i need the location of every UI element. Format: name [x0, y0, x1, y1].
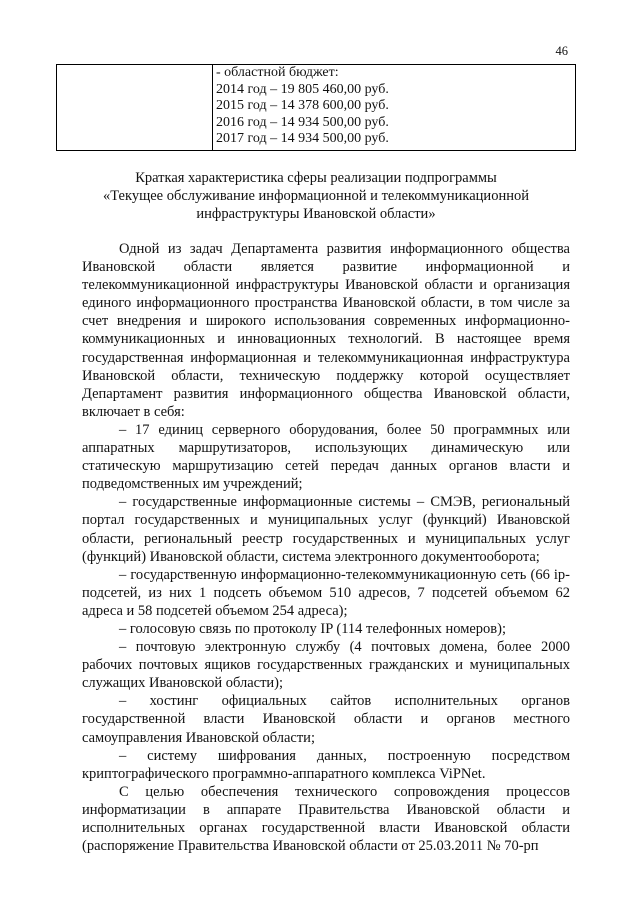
list-item: – почтовую электронную службу (4 почтовых домена, более 2000 рабочих почтовых ящиков государственных гражданских и муниципальных служащих Ивановской области);	[82, 639, 570, 692]
intro-paragraph: Одной из задач Департамента развития информационного общества Ивановской области является развитие информационной и телекоммуникационной инфраструктуры Ивановской области и организация единого информационного пространства Ивановской области, в том числе за счет внедрения и широкого использования современных информационно-коммуникационных и инновационных технологий. В настоящее время государственная информационная и телекоммуникационная инфраструктура Ивановской области, техническую поддержку которой осуществляет Департамент развития информационного общества Ивановской области, включает в себя:	[82, 241, 570, 420]
list-item: – государственные информационные системы – СМЭВ, региональный портал государственных и муниципальных услуг (функций) Ивановской области, региональный реестр государственных и муниципальных услуг (функций) Ивановской области, система электронного документооборота;	[82, 494, 570, 565]
list-item: – систему шифрования данных, построенную посредством криптографического программно-аппаратного комплекса ViPNet.	[82, 747, 570, 782]
table-cell-budget	[213, 65, 576, 151]
budget-line-2014: 2014 год – 19 805 460,00 руб.	[216, 81, 389, 97]
table-cell-label	[57, 65, 213, 151]
budget-line-regional: - областной бюджет:	[216, 65, 339, 80]
budget-table	[56, 64, 576, 151]
body-text	[82, 240, 570, 855]
budget-line-2015: 2015 год – 14 378 600,00 руб.	[216, 98, 389, 113]
section-heading	[56, 169, 576, 223]
heading-line: Краткая характеристика сферы реализации подпрограммы	[135, 170, 497, 186]
budget-line-2016: 2016 год – 14 934 500,00 руб.	[216, 114, 389, 130]
list-item: – голосовую связь по протоколу IP (114 телефонных номеров);	[119, 620, 507, 637]
closing-paragraph: С целью обеспечения технического сопровождения процессов информатизации в аппарате Правительства Ивановской области и исполнительных органах государственной власти Ивановской области (распоряжение Правительства Ивановской области от 25.03.2011 № 70-рп	[82, 783, 570, 855]
heading-line: «Текущее обслуживание информационной и телекоммуникационной	[103, 188, 529, 204]
list-item: – 17 единиц серверного оборудования, более 50 программных или аппаратных маршрутизаторов, использующих динамическую или статическую маршрутизацию сетей передач данных органов власти и подведомственных им учреждений;	[82, 421, 570, 493]
page-number: 46	[555, 44, 568, 58]
table-row	[57, 65, 576, 151]
list-item: – хостинг официальных сайтов исполнительных органов государственной власти Ивановской области и органов местного самоуправления Ивановской области;	[82, 693, 570, 746]
list-item: – государственную информационно-телекоммуникационную сеть (66 ip-подсетей, из них 1 подсеть объемом 510 адресов, 7 подсетей объемом 62 адреса и 58 подсетей объемом 254 адреса);	[82, 566, 570, 619]
heading-line: инфраструктуры Ивановской области»	[196, 206, 436, 222]
budget-line-2017: 2017 год – 14 934 500,00 руб.	[216, 131, 389, 146]
